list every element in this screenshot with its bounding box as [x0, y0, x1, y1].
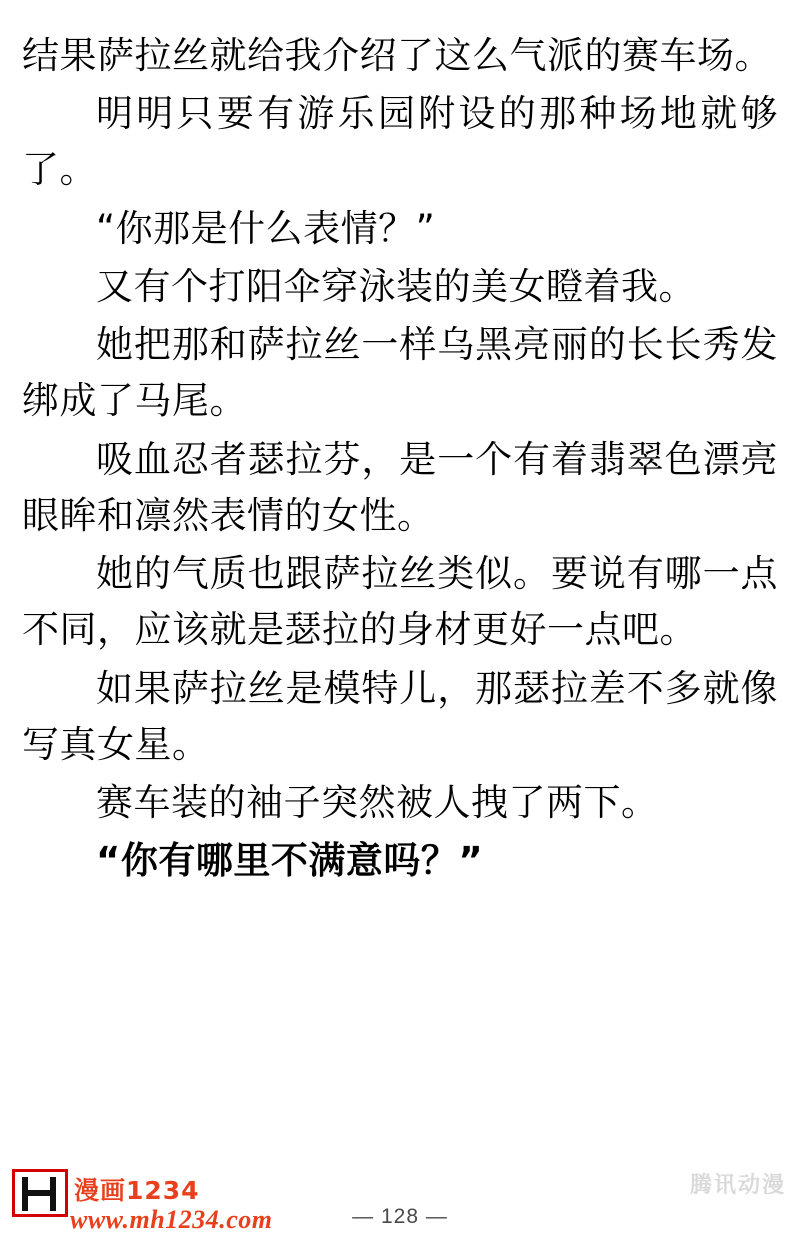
paragraph: 她的气质也跟萨拉丝类似。要说有哪一点不同，应该就是瑟拉的身材更好一点吧。 — [22, 552, 778, 652]
paragraph: 结果萨拉丝就给我介绍了这么气派的赛车场。 — [22, 34, 772, 77]
paragraph: “你有哪里不满意吗？” — [96, 839, 484, 883]
paragraph: 她把那和萨拉丝一样乌黑亮丽的长长秀发绑成了马尾。 — [22, 323, 778, 423]
site-url-label: www.mh1234.com — [70, 1205, 273, 1234]
paragraph: 如果萨拉丝是模特儿，那瑟拉差不多就像写真女星。 — [22, 666, 778, 766]
paragraph: 吸血忍者瑟拉芬，是一个有着翡翠色漂亮眼眸和凛然表情的女性。 — [22, 437, 778, 537]
page-footer — [0, 1159, 800, 1245]
site-name-label: 漫画1234 — [74, 1176, 200, 1205]
publisher-watermark-right: 腾讯动漫 — [689, 1173, 786, 1198]
paragraph: 明明只要有游乐园附设的那种场地就够了。 — [22, 92, 778, 192]
paragraph: “你那是什么表情？” — [96, 206, 436, 250]
paragraph: 赛车装的袖子突然被人拽了两下。 — [96, 781, 659, 825]
paragraph: 又有个打阳伞穿泳装的美女瞪着我。 — [96, 264, 696, 308]
page-number: — 128 — — [352, 1205, 448, 1228]
page-text-body — [22, 28, 778, 892]
